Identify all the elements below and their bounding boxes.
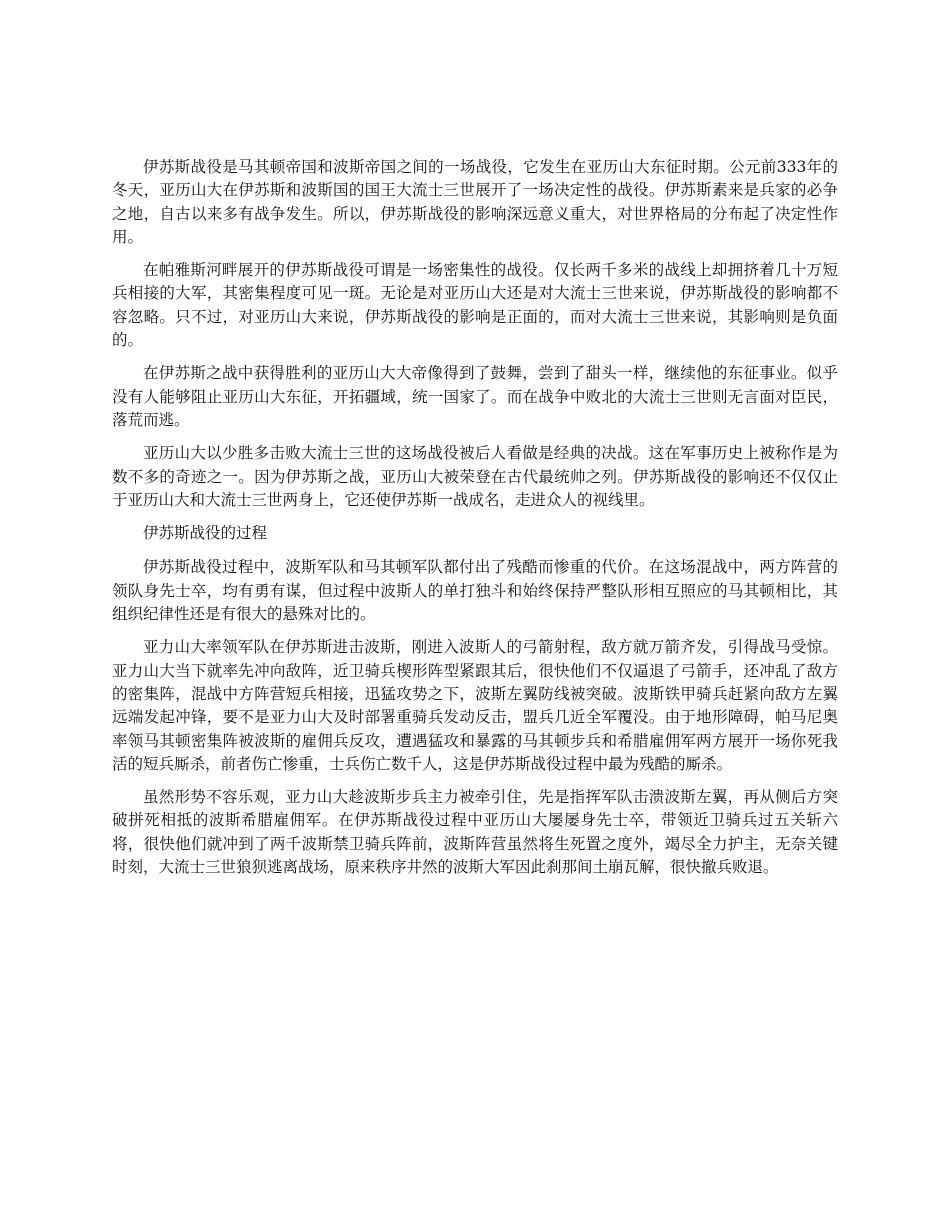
document-body — [112, 156, 838, 879]
paragraph-legacy: 亚历山大以少胜多击败大流士三世的这场战役被后人看做是经典的决战。这在军事历史上被称作是为数不多的奇迹之一。因为伊苏斯之战，亚历山大被荣登在古代最统帅之列。伊苏斯战役的影响还不仅仅止于亚历山大和大流士三世两身上，它还使伊苏斯一战成名，走进众人的视线里。 — [112, 444, 838, 509]
paragraph-battle-density: 在帕雅斯河畔展开的伊苏斯战役可谓是一场密集性的战役。仅长两千多米的战线上却拥挤着几十万短兵相接的大军，其密集程度可见一斑。无论是对亚历山大还是对大流士三世来说，伊苏斯战役的影响都不容忽略。只不过，对亚历山大来说，伊苏斯战役的影响是正面的，而对大流士三世来说，其影响则是负面的。 — [112, 261, 838, 350]
paragraph-process-conclusion: 虽然形势不容乐观，亚力山大趁波斯步兵主力被牵引住，先是指挥军队击溃波斯左翼，再从侧后方突破拼死相抵的波斯希腊雇佣军。在伊苏斯战役过程中亚历山大屡屡身先士卒，带领近卫骑兵过五关斩六将，很快他们就冲到了两千波斯禁卫骑兵阵前，波斯阵营虽然将生死置之度外，竭尽全力护主，无奈关键时刻，大流士三世狼狈逃离战场，原来秩序井然的波斯大军因此刹那间土崩瓦解，很快撤兵败退。 — [112, 788, 838, 877]
section-heading-battle-process: 伊苏斯战役的过程 — [143, 524, 268, 543]
paragraph-aftermath: 在伊苏斯之战中获得胜利的亚历山大大帝像得到了鼓舞，尝到了甜头一样，继续他的东征事业。似乎没有人能够阻止亚历山大东征，开拓疆域，统一国家了。而在战争中败北的大流士三世则无言面对臣民，落荒而逃。 — [112, 364, 838, 429]
paragraph-process-overview: 伊苏斯战役过程中，波斯军队和马其顿军队都付出了残酷而惨重的代价。在这场混战中，两方阵营的领队身先士卒，均有勇有谋，但过程中波斯人的单打独斗和始终保持严整队形相互照应的马其顿相比，其组织纪律性还是有很大的悬殊对比的。 — [112, 558, 838, 624]
paragraph-intro: 伊苏斯战役是马其顿帝国和波斯帝国之间的一场战役，它发生在亚历山大东征时期。公元前333年的冬天，亚历山大在伊苏斯和波斯国的国王大流士三世展开了一场决定性的战役。伊苏斯素来是兵家的必争之地，自古以来多有战争发生。所以，伊苏斯战役的影响深远意义重大，对世界格局的分布起了决定性作用。 — [112, 158, 838, 246]
paragraph-process-attack: 亚力山大率领军队在伊苏斯进击波斯，刚进入波斯人的弓箭射程，敌方就万箭齐发，引得战马受惊。亚力山大当下就率先冲向敌阵，近卫骑兵楔形阵型紧跟其后，很快他们不仅逼退了弓箭手，还冲乱了敌方的密集阵，混战中方阵营短兵相接，迅猛攻势之下，波斯左翼防线被突破。波斯铁甲骑兵赶紧向敌方左翼远端发起冲锋，要不是亚力山大及时部署重骑兵发动反击，盟兵几近全军覆没。由于地形障碍，帕马尼奥率领马其顿密集阵被波斯的雇佣兵反攻，遭遇猛攻和暴露的马其顿步兵和希腊雇佣军两方展开一场你死我活的短兵厮杀，前者伤亡惨重，士兵伤亡数千人，这是伊苏斯战役过程中最为残酷的厮杀。 — [112, 638, 838, 773]
